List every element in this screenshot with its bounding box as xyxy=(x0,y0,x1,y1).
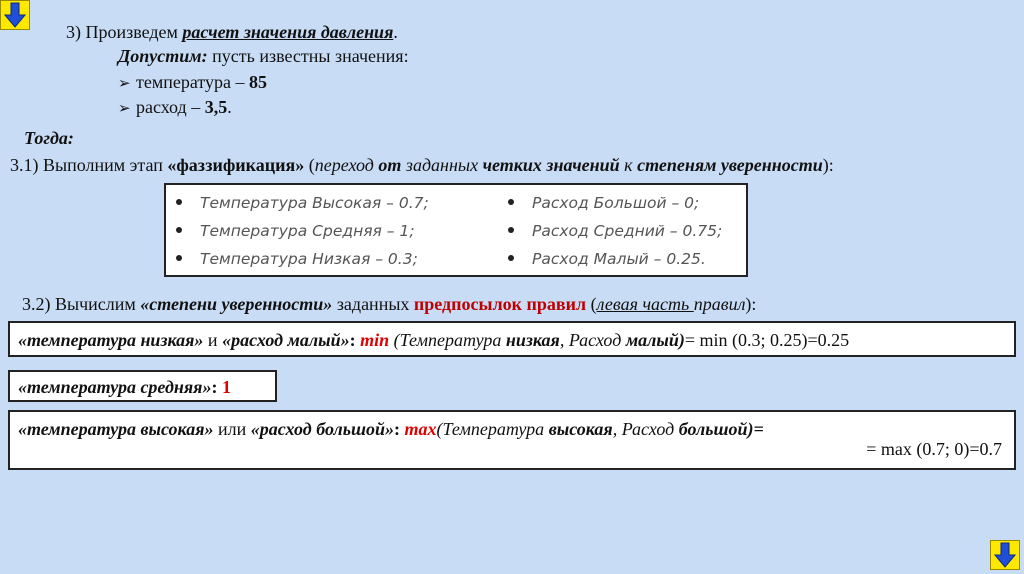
fuzzification-table xyxy=(164,183,748,277)
prev-slide-button[interactable] xyxy=(0,0,30,30)
assume-line: Допустим: пусть известны значения: xyxy=(118,46,409,66)
bullet-dot-icon xyxy=(508,227,514,233)
bullet-dot-icon xyxy=(176,227,182,233)
emph-pressure-calc: расчет значения давления xyxy=(182,22,394,42)
down-arrow-icon xyxy=(4,2,26,28)
rule-box-low-temp-small-flow: «температура низкая» и «расход малый»: min (Температура низкая, Расход малый)= min (0.3; 0.25)=0.25 xyxy=(8,321,1016,357)
down-arrow-icon xyxy=(994,542,1016,568)
step31-line: 3.1) Выполним этап «фаззификация» (переход от заданных четких значений к степеням уверенности): xyxy=(10,155,834,175)
list-item: Расход Малый – 0.25. xyxy=(508,247,722,275)
list-item: Температура Низкая – 0.3; xyxy=(176,247,429,275)
bullet-dot-icon xyxy=(508,255,514,261)
list-item: Расход Средний – 0.75; xyxy=(508,219,722,247)
list-item: Температура Высокая – 0.7; xyxy=(176,191,429,219)
rule-box-high-temp-big-flow xyxy=(8,410,1016,470)
next-slide-button[interactable] xyxy=(990,540,1020,570)
bullet-dot-icon xyxy=(176,199,182,205)
bullet-dot-icon xyxy=(176,255,182,261)
arrow-bullet-icon: ➢ xyxy=(118,76,131,92)
bullet-dot-icon xyxy=(508,199,514,205)
rule-box-medium-temp: «температура средняя»: 1 xyxy=(8,370,277,402)
then-label: Тогда: xyxy=(24,128,74,148)
fuzz-column-temperature xyxy=(176,191,429,275)
given-item-temperature: ➢ температура – 85 xyxy=(118,72,268,92)
step32-line: 3.2) Вычислим «степени уверенности» заданных предпосылок правил (левая часть правил): xyxy=(22,294,757,314)
step3-heading: 3) Произведем расчет значения давления. xyxy=(66,22,398,42)
list-item: Расход Большой – 0; xyxy=(508,191,722,219)
list-item: Температура Средняя – 1; xyxy=(176,219,429,247)
rule3-line1: «температура высокая» или «расход большой»: max(Температура высокая, Расход большой)= xyxy=(18,419,764,439)
given-item-flow: ➢ расход – 3,5. xyxy=(118,97,232,117)
arrow-bullet-icon: ➢ xyxy=(118,101,131,117)
fuzz-column-flow xyxy=(508,191,722,275)
rule3-line2: = max (0.7; 0)=0.7 xyxy=(866,439,1002,459)
